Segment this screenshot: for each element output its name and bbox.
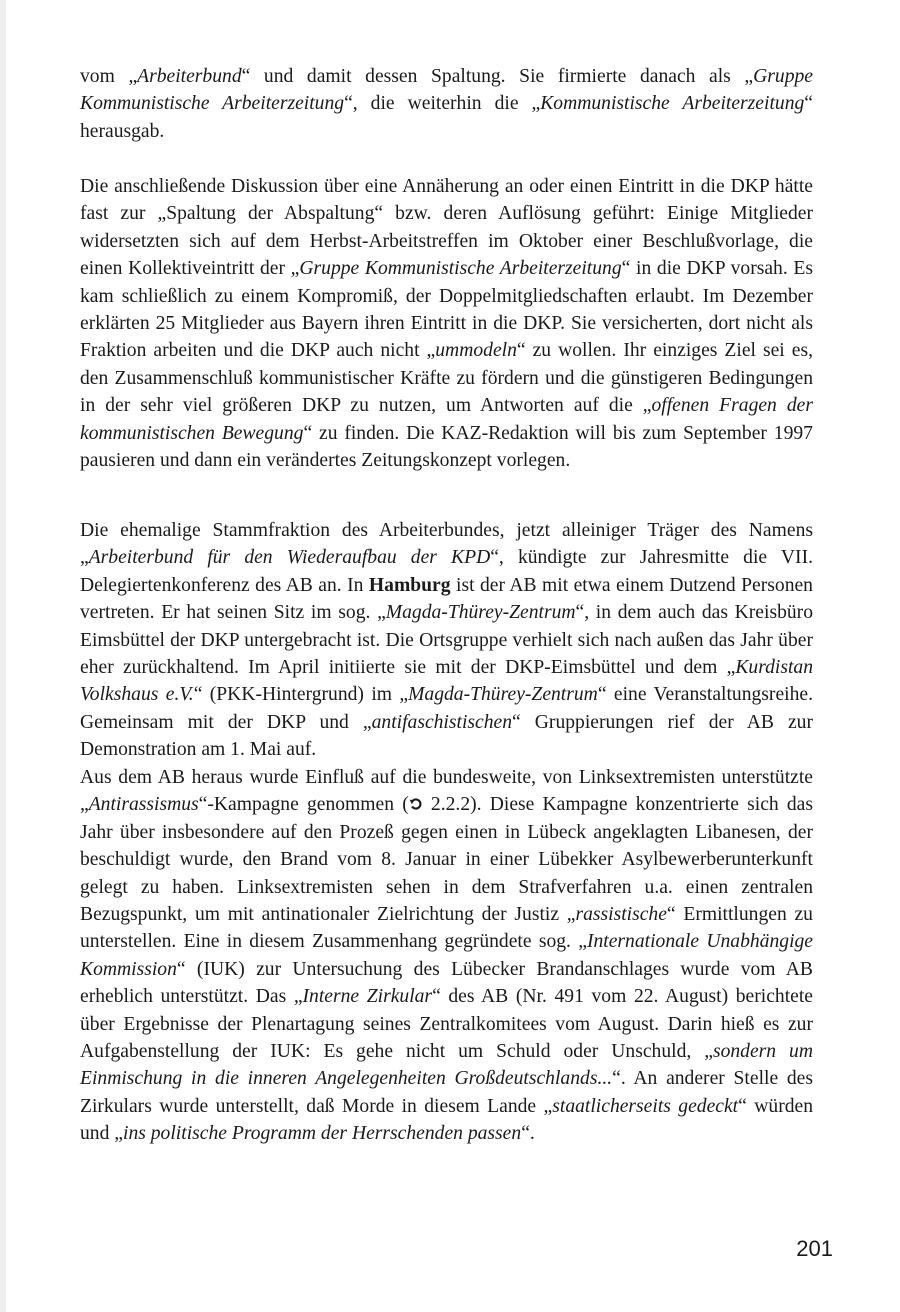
- text-run: ist der AB mit etwa einem Dutzend Personen vertreten. Er hat seinen Sitz im sog. „: [80, 574, 813, 624]
- italic-run: rassistische: [575, 904, 667, 926]
- text-run: “ herausgab.: [80, 93, 813, 142]
- italic-run: Kommunistische Arbeiterzeitung: [540, 93, 805, 115]
- text-run: “ (PKK-Hintergrund) im „: [193, 684, 409, 706]
- italic-run: staatlicherseits gedeckt: [552, 1095, 739, 1117]
- paragraph-4: [80, 764, 813, 1148]
- italic-run: Magda-Thürey-Zentrum: [385, 602, 576, 624]
- text-run: “ (IUK) zur Untersuchung des Lübecker Brandanschlages wurde vom AB erheblich unterstützt. Das „: [80, 958, 813, 1008]
- scan-edge: [0, 0, 6, 1312]
- bold-run: Hamburg: [368, 574, 451, 596]
- text-run: vom „: [80, 66, 138, 87]
- text-run: “, die weiterhin die „: [344, 93, 541, 115]
- text-run: “ Ermittlungen zu unterstellen. Eine in diesem Zusammenhang gegründete sog. „: [80, 904, 813, 953]
- italic-run: ummodeln: [435, 340, 517, 362]
- text-run: “ und damit dessen Spaltung. Sie firmierte danach als „: [241, 66, 754, 87]
- paragraph-1: [80, 63, 813, 145]
- text-run: “, in dem auch das Kreisbüro Eimsbüttel der DKP untergebracht ist. Die Ortsgruppe verhielt sich nach außen das Jahr über eher zurückhaltend. Im April initiierte sie mit der DKP-Eimsbüttel und dem „: [80, 602, 813, 679]
- text-run: “ zu finden. Die KAZ-Redaktion will bis zum September 1997 pausieren und dann ein verändertes Zeitungskonzept vorlegen.: [80, 422, 813, 472]
- paragraph-2: [80, 173, 813, 474]
- italic-run: antifaschistischen: [371, 711, 513, 733]
- text-run: 2.2.2). Diese Kampagne konzentrierte sich das Jahr über insbesondere auf den Prozeß gegen einen in Lübeck angeklagten Libanesen, der beschuldigt wurde, den Brand vom 8. Januar in einer Lübekker Asylbewerberunterkunft gelegt zu haben. Linksextremisten sehen in dem Strafverfahren u.a. einen zentralen Bezugspunkt, um mit antinationaler Zielrichtung der Justiz „: [80, 794, 813, 926]
- text-run: “ in die DKP vorsah. Es kam schließlich zu einem Kompromiß, der Doppelmitgliedschaften erlaubt. Im Dezember erklärten 25 Mitglieder aus Bayern ihren Eintritt in die DKP. Sie versicherten, dort nicht als Fraktion arbeiten und die DKP auch nicht „: [80, 258, 814, 362]
- italic-run: Internationale Unabhängige Kommission: [80, 931, 814, 980]
- italic-run: Kurdistan Volkshaus e.V.: [80, 657, 813, 706]
- italic-run: Gruppe Kommunistische Arbeiterzeitung: [80, 66, 813, 115]
- text-run: “, kündigte zur Jahresmitte die VII. Delegiertenkonferenz des AB an. In: [80, 547, 813, 596]
- text-run: “. An anderer Stelle des Zirkulars wurde unterstellt, daß Morde in diesem Lande „: [80, 1068, 814, 1117]
- italic-run: Arbeiterbund: [137, 66, 242, 87]
- italic-run: Interne Zirkular: [302, 986, 433, 1008]
- italic-run: Arbeiterbund für den Wiederaufbau der KPD: [88, 547, 491, 569]
- italic-run: offenen Fragen der kommunistischen Bewegung: [80, 395, 813, 444]
- paragraph-3: [80, 517, 813, 764]
- text-run: “ eine Veranstaltungsreihe. Gemeinsam mit der DKP und „: [80, 684, 813, 733]
- text-run: “ zu wollen. Ihr einziges Ziel sei es, den Zusammenschluß kommunistischer Kräfte zu fördern und die günstigeren Bedingungen in der sehr viel größeren DKP zu nutzen, um Antworten auf die „: [80, 340, 813, 417]
- text-run: Die ehemalige Stammfraktion des Arbeiterbundes, jetzt alleiniger Träger des Namens „: [80, 520, 813, 569]
- italic-run: sondern um Einmischung in die inneren Angelegenheiten Großdeutschlands...: [80, 1041, 813, 1090]
- italic-run: Antirassismus: [88, 794, 199, 816]
- text-run: “.: [521, 1123, 535, 1145]
- page-number: 201: [796, 1236, 833, 1261]
- text-run: “-Kampagne genommen (: [198, 794, 409, 816]
- italic-run: ins politische Programm der Herrschenden passen: [123, 1123, 522, 1145]
- text-run: Aus dem AB heraus wurde Einfluß auf die bundesweite, von Linksextremisten unterstützte „: [80, 767, 813, 816]
- text-run: “ würden und „: [80, 1095, 814, 1145]
- italic-run: Gruppe Kommunistische Arbeiterzeitung: [299, 258, 622, 280]
- italic-run: Magda-Thürey-Zentrum: [408, 684, 598, 706]
- text-run: “ des AB (Nr. 491 vom 22. August) berichtete über Ergebnisse der Plenartagung seines Zentralkomitees vom August. Darin hieß es zur Aufgabenstellung der IUK: Es gehe nicht um Schuld oder Unschuld, „: [80, 986, 813, 1063]
- text-run: “ Gruppierungen rief der AB zur Demonstration am 1. Mai auf.: [80, 711, 813, 761]
- text-run: Die anschließende Diskussion über eine Annäherung an oder einen Eintritt in die DKP hätte fast zur „Spaltung der Abspaltung“ bzw. deren Auflösung geführt: Einige Mitglieder widersetzten sich auf dem Herbst-Arbeitstreffen im Oktober einer Beschlußvorlage, die einen Kollektiveintritt der „: [80, 176, 813, 280]
- cross-reference-arrow-icon: [409, 797, 423, 811]
